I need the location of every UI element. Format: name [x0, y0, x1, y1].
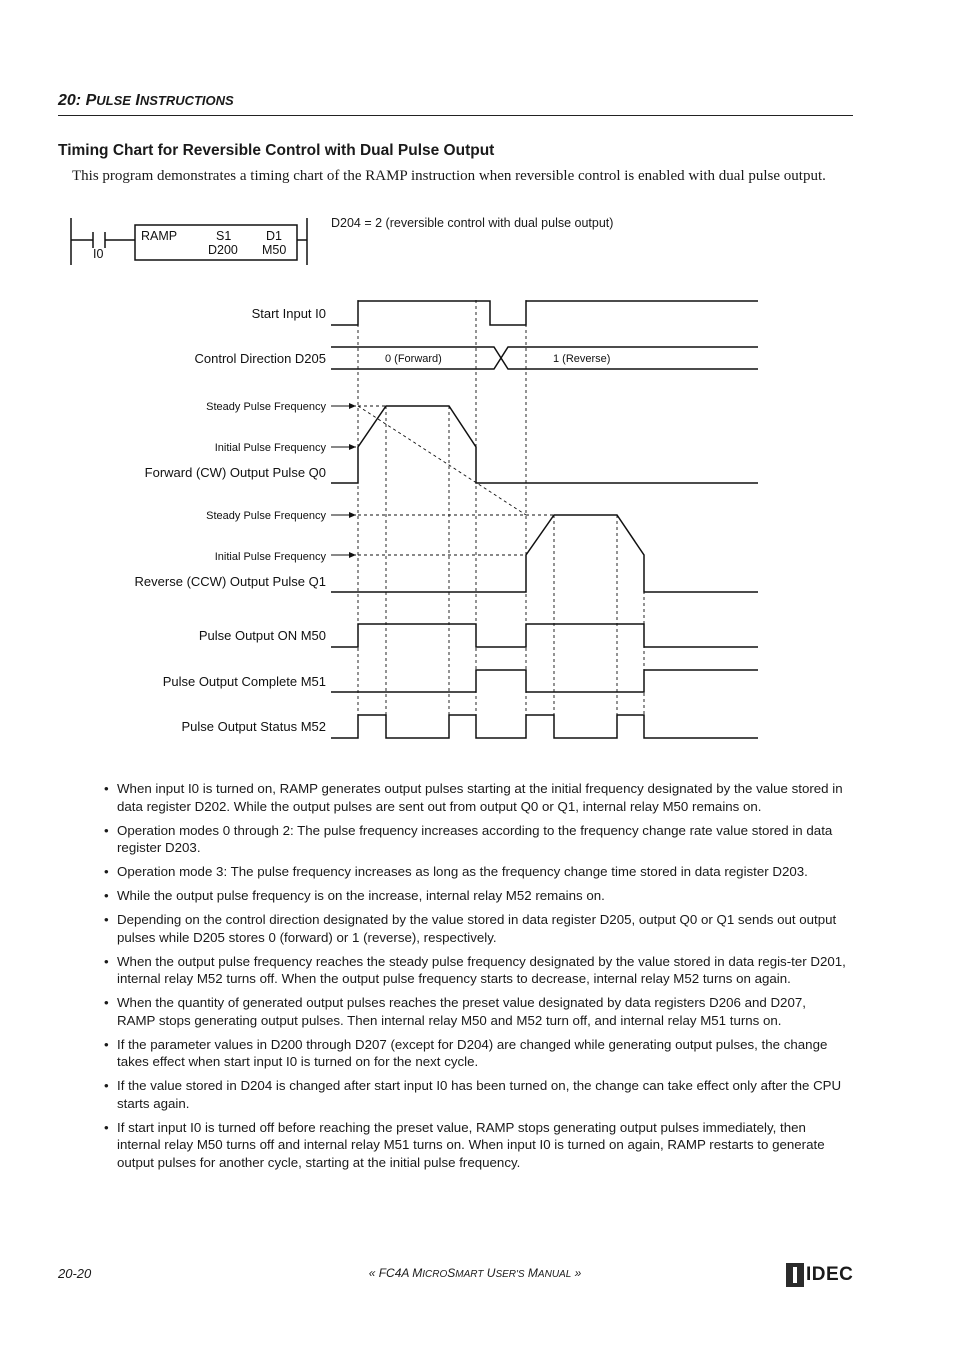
time-markers — [358, 300, 644, 738]
freq-label-steady-q1: Steady Pulse Frequency — [206, 510, 326, 522]
wave-forward-output — [331, 406, 758, 483]
section-title: Timing Chart for Reversible Control with Dual Pulse Output — [58, 142, 495, 159]
logo-mark-icon — [786, 1263, 804, 1287]
freq-label-initial-q1: Initial Pulse Frequency — [214, 551, 326, 563]
signal-control-direction: Control Direction D205 — [194, 351, 326, 366]
list-item: • When input I0 is turned on, RAMP generates output pulses starting at the initial frequency designated by the value stored in data register D202. While the output pulses are sent out from output Q0 or Q1, internal relay M50 remains on. — [104, 780, 846, 815]
list-item: • If the value stored in D204 is changed after start input I0 has been turned on, the change can take effect only after the CPU starts again. — [104, 1077, 846, 1112]
freq-label-initial-q0: Initial Pulse Frequency — [214, 442, 326, 454]
signal-reverse-output: Reverse (CCW) Output Pulse Q1 — [134, 574, 326, 589]
list-item: • When the output pulse frequency reaches the steady pulse frequency designated by the value stored in data regis-ter D201, internal relay M52 turns off. When the output pulse frequency starts to decrease, internal relay M52 turns on again. — [104, 953, 846, 988]
direction-forward-label: 0 (Forward) — [385, 353, 442, 365]
freq-label-steady-q0: Steady Pulse Frequency — [206, 401, 326, 413]
list-item: • While the output pulse frequency is on the increase, internal relay M52 remains on. — [104, 887, 846, 905]
signal-forward-output: Forward (CW) Output Pulse Q0 — [144, 465, 326, 480]
wave-pulse-status — [331, 715, 758, 738]
list-item: • Operation modes 0 through 2: The pulse frequency increases according to the frequency change rate value stored in data register D203. — [104, 822, 846, 857]
list-item: • If the parameter values in D200 through D207 (except for D204) are changed while generating output pulses, the change takes effect when start input I0 is turned on for the next cycle. — [104, 1036, 846, 1071]
signal-start-input: Start Input I0 — [251, 306, 326, 321]
s1-label: S1 — [216, 229, 232, 243]
freq-guides — [358, 406, 554, 555]
signal-pulse-status: Pulse Output Status M52 — [181, 719, 326, 734]
contact-label: I0 — [93, 247, 104, 261]
list-item: • If start input I0 is turned off before reaching the preset value, RAMP stops generating output pulses immediately, then internal relay M50 turns off and internal relay M51 turns on. When input I0 is turned on again, RAMP restarts to generate output pulses for another cycle, starting at the initial pulse frequency. — [104, 1119, 846, 1172]
d1-label: D1 — [266, 229, 282, 243]
s1-value: D200 — [208, 243, 238, 257]
d1-value: M50 — [262, 243, 287, 257]
direction-reverse-label: 1 (Reverse) — [553, 353, 611, 365]
list-item: • Operation mode 3: The pulse frequency increases as long as the frequency change time stored in data register D203. — [104, 863, 846, 881]
idec-logo — [786, 1263, 856, 1287]
signal-pulse-complete: Pulse Output Complete M51 — [162, 674, 326, 689]
page-number: 20-20 — [58, 1266, 92, 1281]
manual-title: « FC4A MICROSMART USER'S MANUAL » — [368, 1266, 582, 1280]
notes-list — [104, 780, 846, 1178]
signal-pulse-on: Pulse Output ON M50 — [198, 628, 326, 643]
ladder-note: D204 = 2 (reversible control with dual pulse output) — [331, 216, 614, 230]
instruction-name: RAMP — [141, 229, 178, 243]
section-intro: This program demonstrates a timing chart of the RAMP instruction when reversible control is enabled with dual pulse output. — [72, 168, 826, 184]
chapter-number: 20: — [58, 92, 82, 109]
list-item: • Depending on the control direction designated by the value stored in data register D205, output Q0 or Q1 sends out output pulses while D205 stores 0 (forward) or 1 (reverse), respectively. — [104, 911, 846, 946]
wave-pulse-complete — [331, 670, 758, 692]
logo-text: IDEC — [806, 1264, 854, 1285]
list-item: • When the quantity of generated output pulses reaches the preset value designated by data registers D206 and D207, RAMP stops generating output pulses. Then internal relay M50 and M52 turn off, and internal relay M51 turns on. — [104, 994, 846, 1029]
wave-pulse-on — [331, 624, 758, 647]
wave-reverse-output — [331, 515, 758, 592]
chapter-title: PULSE INSTRUCTIONS — [85, 92, 234, 109]
wave-start-input — [331, 301, 758, 325]
